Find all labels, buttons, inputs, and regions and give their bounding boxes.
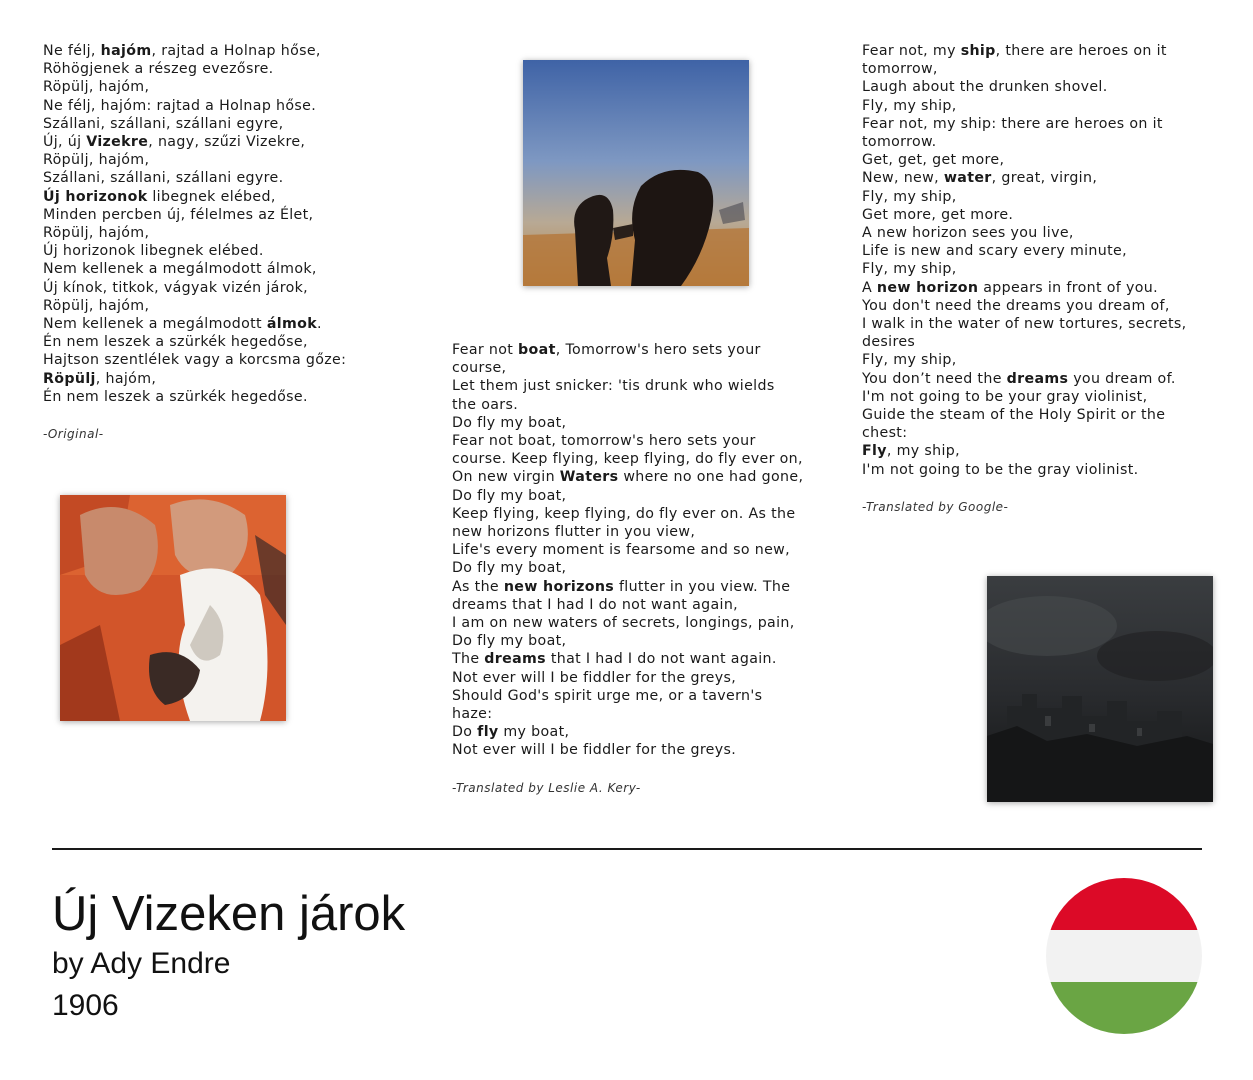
flag-band-white: [1046, 930, 1202, 982]
poem-line: Fly, my ship,: [862, 352, 957, 369]
poem-line: I am on new waters of secrets, longings, pain,: [452, 615, 795, 632]
original-credit: -Original-: [43, 427, 104, 442]
original-poem: [43, 42, 423, 443]
poem-line: course. Keep flying, keep flying, do fly ever on,: [452, 451, 803, 468]
poem-line: tomorrow.: [862, 134, 937, 151]
poem-line: Do fly my boat,: [452, 487, 567, 504]
poem-title: Új Vizeken járok: [52, 887, 406, 941]
poem-line: Én nem leszek a szürkék hegedőse.: [43, 388, 308, 405]
poem-line: Should God's spirit urge me, or a tavern's: [452, 687, 763, 704]
poem-line: Fear not, my ship, there are heroes on it: [862, 43, 1167, 59]
poem-line: The dreams that I had I do not want again.: [452, 651, 777, 668]
poem-line: dreams that I had I do not want again,: [452, 596, 739, 613]
poem-author: by Ady Endre: [52, 947, 231, 980]
poem-line: Röpülj, hajóm,: [43, 79, 150, 96]
poem-line: Let them just snicker: 'tis drunk who wields: [452, 378, 775, 395]
poem-lines: [452, 341, 832, 760]
poem-line: I'm not going to be your gray violinist,: [862, 388, 1148, 405]
poem-line: course,: [452, 360, 507, 377]
poem-line: Keep flying, keep flying, do fly ever on. As the: [452, 505, 796, 522]
kery-translation: [452, 341, 832, 797]
poem-line: Röpülj, hajóm,: [43, 225, 150, 242]
poem-line: Röpülj, hajóm,: [43, 152, 150, 169]
poem-line: Not ever will I be fiddler for the greys.: [452, 742, 737, 759]
emphasis: new horizon: [876, 279, 979, 296]
poem-line: tomorrow,: [862, 61, 938, 78]
poem-line: Fly, my ship,: [862, 261, 957, 278]
poem-line: Do fly my boat,: [452, 414, 567, 431]
poem-line: Új horizonok libegnek elébed,: [43, 188, 276, 205]
poem-line: Új kínok, titkok, vágyak vizén járok,: [43, 279, 309, 296]
artwork-red-figures: [60, 495, 286, 721]
poem-line: Get more, get more.: [862, 206, 1014, 223]
emphasis: álmok: [266, 316, 317, 333]
poem-line: Nem kellenek a megálmodott álmok.: [43, 316, 322, 333]
google-translation: [862, 42, 1232, 516]
poem-lines: [862, 42, 1232, 479]
emphasis: fly: [477, 724, 499, 741]
emphasis: boat: [518, 342, 556, 358]
google-credit: -Translated by Google-: [862, 499, 1009, 514]
poem-line: Fly, my ship,: [862, 97, 957, 114]
emphasis: Waters: [559, 469, 619, 486]
emphasis: Vizekre: [86, 134, 149, 151]
artwork-dark-city: [987, 576, 1213, 802]
poem-line: Szállani, szállani, szállani egyre.: [43, 170, 284, 187]
poem-line: A new horizon appears in front of you.: [862, 279, 1158, 296]
emphasis: Röpülj: [43, 370, 96, 387]
poem-line: the oars.: [452, 396, 519, 413]
poem-line: Minden percben új, félelmes az Élet,: [43, 206, 314, 223]
poem-lines: [43, 42, 423, 406]
poem-line: desires: [862, 334, 916, 351]
poem-line: Nem kellenek a megálmodott álmok,: [43, 261, 317, 278]
emphasis: water: [943, 170, 992, 187]
poem-line: New, new, water, great, virgin,: [862, 170, 1098, 187]
poem-line: Fear not, my ship: there are heroes on it: [862, 115, 1163, 132]
poem-line: haze:: [452, 706, 493, 723]
poem-line: I'm not going to be the gray violinist.: [862, 461, 1139, 478]
poem-line: Új, új Vizekre, nagy, szűzi Vizekre,: [43, 134, 306, 151]
poem-line: As the new horizons flutter in you view. The: [452, 578, 791, 595]
emphasis: dreams: [484, 651, 546, 668]
poem-line: You don't need the dreams you dream of,: [862, 297, 1170, 314]
poem-line: Ne félj, hajóm: rajtad a Holnap hőse.: [43, 97, 317, 114]
poem-line: Fly, my ship,: [862, 443, 960, 460]
poem-line: Röpülj, hajóm,: [43, 370, 157, 387]
poem-line: On new virgin Waters where no one had gone,: [452, 469, 804, 486]
poem-line: Új horizonok libegnek elébed.: [43, 243, 264, 260]
poem-line: Röhögjenek a részeg evezősre.: [43, 61, 274, 78]
poem-line: A new horizon sees you live,: [862, 225, 1074, 242]
divider-rule: [52, 848, 1202, 850]
poem-line: Fear not boat, tomorrow's hero sets your: [452, 433, 756, 450]
poem-line: Laugh about the drunken shovel.: [862, 79, 1108, 96]
artwork-silhouettes: [523, 60, 749, 286]
poem-line: Guide the steam of the Holy Spirit or the: [862, 407, 1166, 424]
flag-band-green: [1046, 982, 1202, 1034]
poem-line: new horizons flutter in you view,: [452, 524, 696, 541]
poem-line: Hajtson szentlélek vagy a korcsma gőze:: [43, 352, 347, 369]
poem-line: Life is new and scary every minute,: [862, 243, 1127, 260]
poem-line: Szállani, szállani, szállani egyre,: [43, 115, 284, 132]
hungary-flag-icon: [1046, 878, 1202, 1034]
poem-line: You don’t need the dreams you dream of.: [862, 370, 1176, 387]
emphasis: Új horizonok: [43, 188, 148, 205]
poem-year: 1906: [52, 989, 119, 1022]
poem-line: Röpülj, hajóm,: [43, 297, 150, 314]
poem-line: Do fly my boat,: [452, 724, 570, 741]
poem-line: Fear not boat, Tomorrow's hero sets your: [452, 342, 761, 358]
poem-line: I walk in the water of new tortures, secrets,: [862, 316, 1187, 333]
poem-line: Én nem leszek a szürkék hegedőse,: [43, 334, 308, 351]
flag-band-red: [1046, 878, 1202, 930]
poem-line: Ne félj, hajóm, rajtad a Holnap hőse,: [43, 43, 321, 59]
poem-line: chest:: [862, 425, 908, 442]
poem-line: Get, get, get more,: [862, 152, 1005, 169]
emphasis: hajóm: [100, 43, 152, 59]
poem-line: Do fly my boat,: [452, 560, 567, 577]
emphasis: ship: [960, 43, 996, 59]
emphasis: Fly: [862, 443, 887, 460]
poem-line: Life's every moment is fearsome and so new,: [452, 542, 790, 559]
emphasis: dreams: [1006, 370, 1069, 387]
kery-credit: -Translated by Leslie A. Kery-: [452, 780, 641, 795]
emphasis: new horizons: [503, 578, 615, 595]
poem-line: Fly, my ship,: [862, 188, 957, 205]
poem-line: Do fly my boat,: [452, 633, 567, 650]
poem-line: Not ever will I be fiddler for the greys,: [452, 669, 737, 686]
